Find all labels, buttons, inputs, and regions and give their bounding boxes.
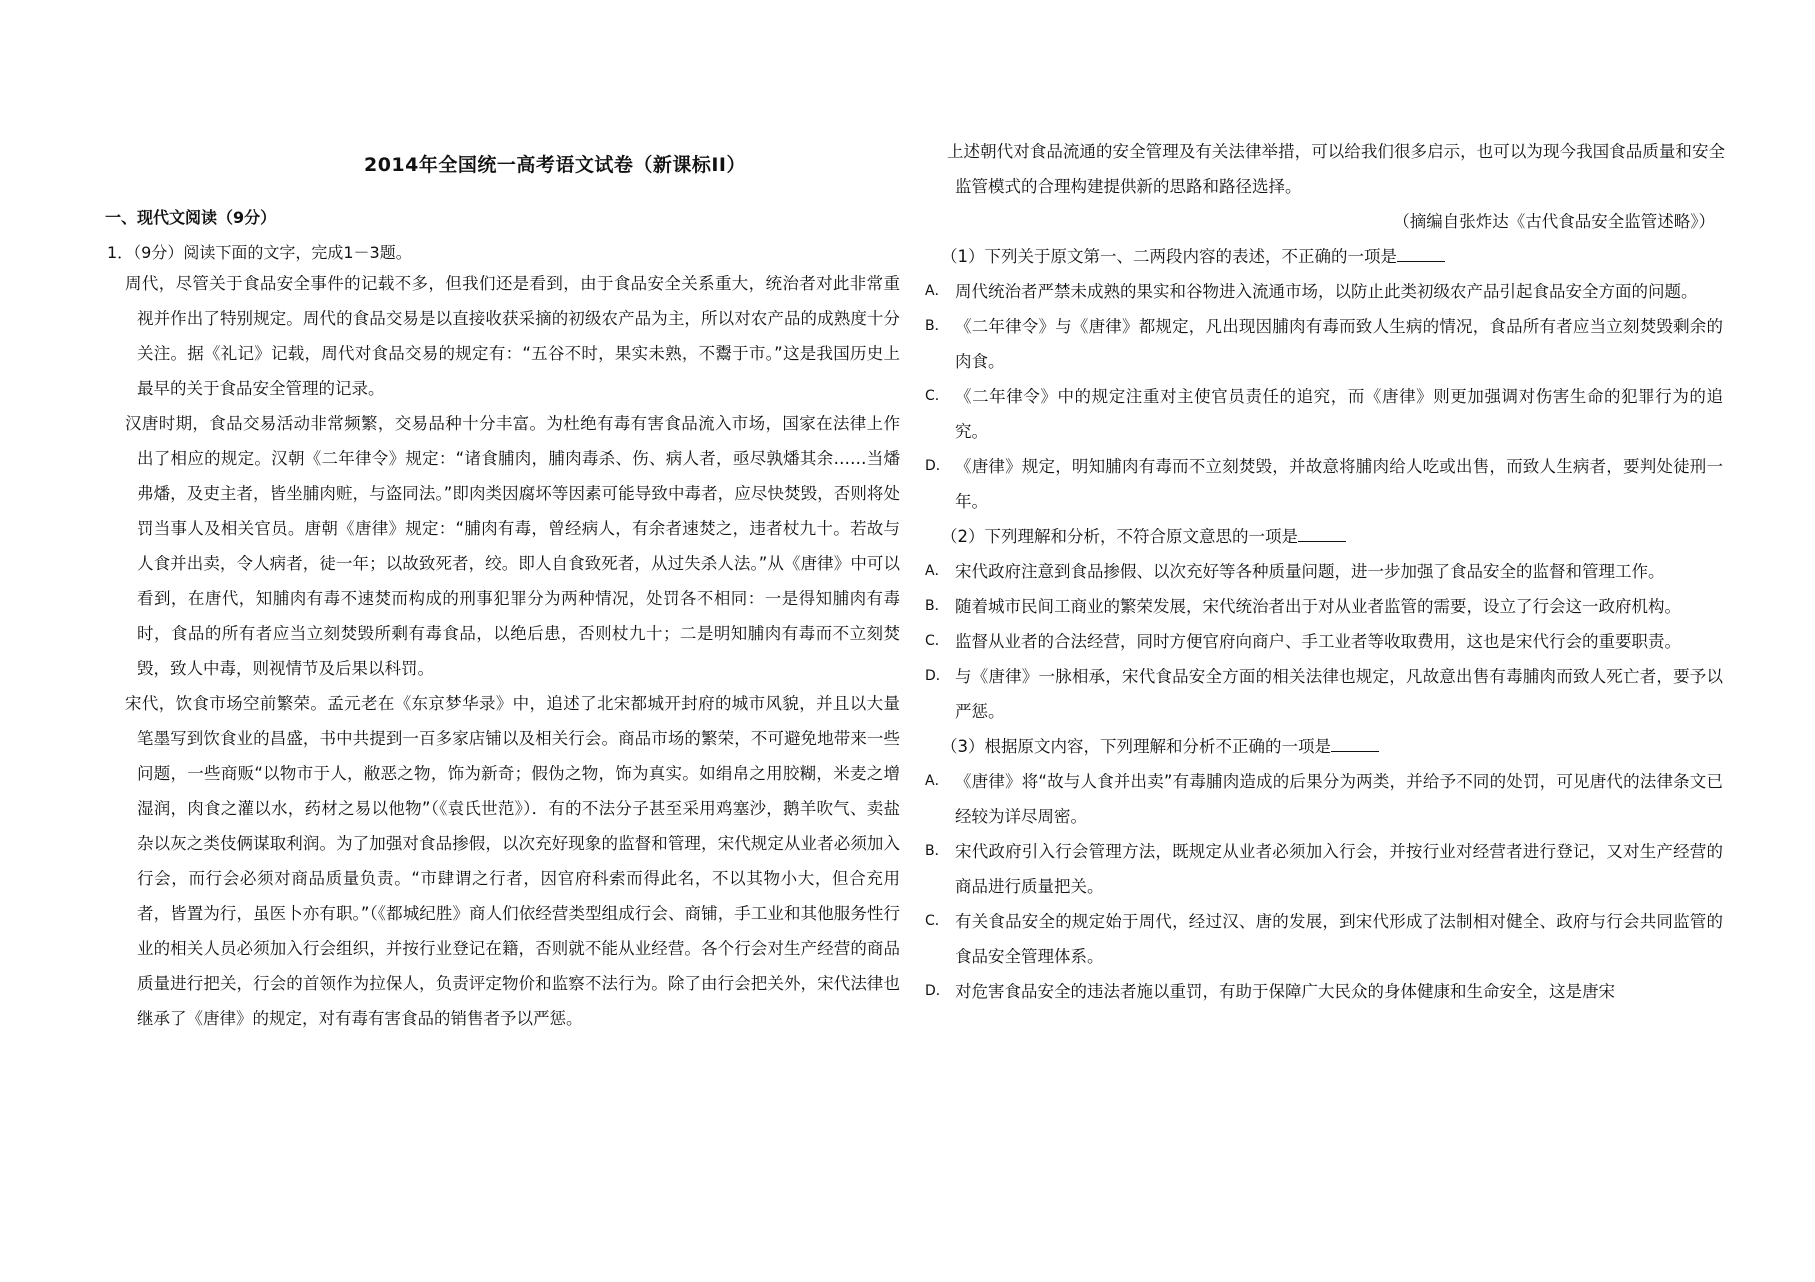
question-intro: 1．（9分）阅读下面的文字，完成1－3题。 bbox=[107, 243, 412, 262]
exam-title: 2014年全国统一高考语文试卷（新课标II） bbox=[363, 154, 747, 176]
answer-blank[interactable] bbox=[1298, 525, 1346, 542]
option-a: A． 《唐律》将“故与人食并出卖”有毒脯肉造成的后果分为两类，并给予不同的处罚，可见唐代的法律条文已经较为详尽周密。 bbox=[925, 772, 1723, 826]
question-prompt: （1）下列关于原文第一、二两段内容的表述，不正确的一项是 bbox=[925, 239, 1725, 274]
question-prompt: （2）下列理解和分析，不符合原文意思的一项是 bbox=[925, 519, 1725, 554]
closing-paragraph: 上述朝代对食品流通的安全管理及有关法律举措，可以给我们很多启示，也可以为现今我国食品质量和安全监管模式的合理构建提供新的思路和路径选择。 bbox=[947, 142, 1725, 196]
passage-paragraph: 汉唐时期，食品交易活动非常频繁，交易品种十分丰富。为杜绝有毒有害食品流入市场，国家在法律上作出了相应的规定。汉朝《二年律令》规定：“诸食脯肉，脯肉毒杀、伤、病人者，亟尽孰燔其余……当燔弗燔，及吏主者，皆坐脯肉赃，与盗同法。”即肉类因腐坏等因素可能导致中毒者，应尽快焚毁，否则将处罚当事人及相关官员。唐朝《唐律》规定：“脯肉有毒，曾经病人，有余者速焚之，违者杖九十。若故与人食并出卖，令人病者，徒一年；以故致死者，绞。即人自食致死者，从过失杀人法。”从《唐律》中可以看到，在唐代，知脯肉有毒不速焚而构成的刑事犯罪分为两种情况，处罚各不相同：一是得知脯肉有毒时，食品的所有者应当立刻焚毁所剩有毒食品，以绝后患，否则杖九十；二是明知脯肉有毒而不立刻焚毁，致人中毒，则视情节及后果以科罚。 bbox=[125, 414, 900, 678]
answer-blank[interactable] bbox=[1397, 245, 1445, 262]
passage bbox=[105, 266, 900, 1036]
option-d: D． 与《唐律》一脉相承，宋代食品安全方面的相关法律也规定，凡故意出售有毒脯肉而致人死亡者，要予以严惩。 bbox=[925, 667, 1723, 721]
answer-blank[interactable] bbox=[1331, 735, 1379, 752]
option-d: D． 《唐律》规定，明知脯肉有毒而不立刻焚毁，并故意将脯肉给人吃或出售，而致人生病者，要判处徒刑一年。 bbox=[925, 457, 1723, 511]
option-d: D． 对危害食品安全的违法者施以重罚，有助于保障广大民众的身体健康和生命安全，这是唐宋 bbox=[925, 982, 1615, 1001]
option-c: C． 监督从业者的合法经营，同时方便官府向商户、手工业者等收取费用，这也是宋代行会的重要职责。 bbox=[925, 632, 1681, 651]
option-c: C． 有关食品安全的规定始于周代，经过汉、唐的发展，到宋代形成了法制相对健全、政府与行会共同监管的食品安全管理体系。 bbox=[925, 912, 1723, 966]
option-c: C． 《二年律令》中的规定注重对主使官员责任的追究，而《唐律》则更加强调对伤害生命的犯罪行为的追究。 bbox=[925, 387, 1723, 441]
option-b: B． 宋代政府引入行会管理方法，既规定从业者必须加入行会，并按行业对经营者进行登记，又对生产经营的商品进行质量把关。 bbox=[925, 842, 1723, 896]
option-a: A． 周代统治者严禁未成熟的果实和谷物进入流通市场，以防止此类初级农产品引起食品安全方面的问题。 bbox=[925, 282, 1698, 301]
section-heading: 一、现代文阅读（9分） bbox=[105, 208, 277, 227]
option-b: B． 《二年律令》与《唐律》都规定，凡出现因脯肉有毒而致人生病的情况，食品所有者应当立刻焚毁剩余的肉食。 bbox=[925, 317, 1723, 371]
passage-paragraph: 宋代，饮食市场空前繁荣。孟元老在《东京梦华录》中，追述了北宋都城开封府的城市风貌，并且以大量笔墨写到饮食业的昌盛，书中共提到一百多家店铺以及相关行会。商品市场的繁荣，不可避免地带来一些问题，一些商贩“以物市于人，敝恶之物，饰为新奇；假伪之物，饰为真实。如绢帛之用胶糊，米麦之增湿润，肉食之灌以水，药材之易以他物”（《袁氏世范》）．有的不法分子甚至采用鸡塞沙，鹅羊吹气、卖盐杂以灰之类伎俩谋取利润。为了加强对食品掺假，以次充好现象的监督和管理，宋代规定从业者必须加入行会，而行会必须对商品质量负责。“市肆谓之行者，因官府科索而得此名，不以其物小大，但合充用者，皆置为行，虽医卜亦有职。”（《都城纪胜》商人们依经营类型组成行会、商铺，手工业和其他服务性行业的相关人员必须加入行会组织，并按行业登记在籍，否则就不能从业经营。各个行会对生产经营的商品质量进行把关，行会的首领作为拉保人，负责评定物价和监察不法行为。除了由行会把关外，宋代法律也继承了《唐律》的规定，对有毒有害食品的销售者予以严惩。 bbox=[125, 694, 900, 1028]
question-prompt: （3）根据原文内容，下列理解和分析不正确的一项是 bbox=[925, 729, 1725, 764]
option-b: B． 随着城市民间工商业的繁荣发展，宋代统治者出于对从业者监管的需要，设立了行会这一政府机构。 bbox=[925, 597, 1681, 616]
questions-area bbox=[925, 134, 1725, 1009]
option-a: A． 宋代政府注意到食品掺假、以次充好等各种质量问题，进一步加强了食品安全的监督和管理工作。 bbox=[925, 562, 1665, 581]
source-citation: （摘编自张炸达《古代食品安全监管述略》） bbox=[1393, 212, 1715, 231]
passage-paragraph: 周代，尽管关于食品安全事件的记载不多，但我们还是看到，由于食品安全关系重大，统治者对此非常重视并作出了特别规定。周代的食品交易是以直接收获采摘的初级农产品为主，所以对农产品的成熟度十分关注。据《礼记》记载，周代对食品交易的规定有：“五谷不时，果实未熟，不鬻于市。”这是我国历史上最早的关于食品安全管理的记录。 bbox=[125, 274, 900, 398]
